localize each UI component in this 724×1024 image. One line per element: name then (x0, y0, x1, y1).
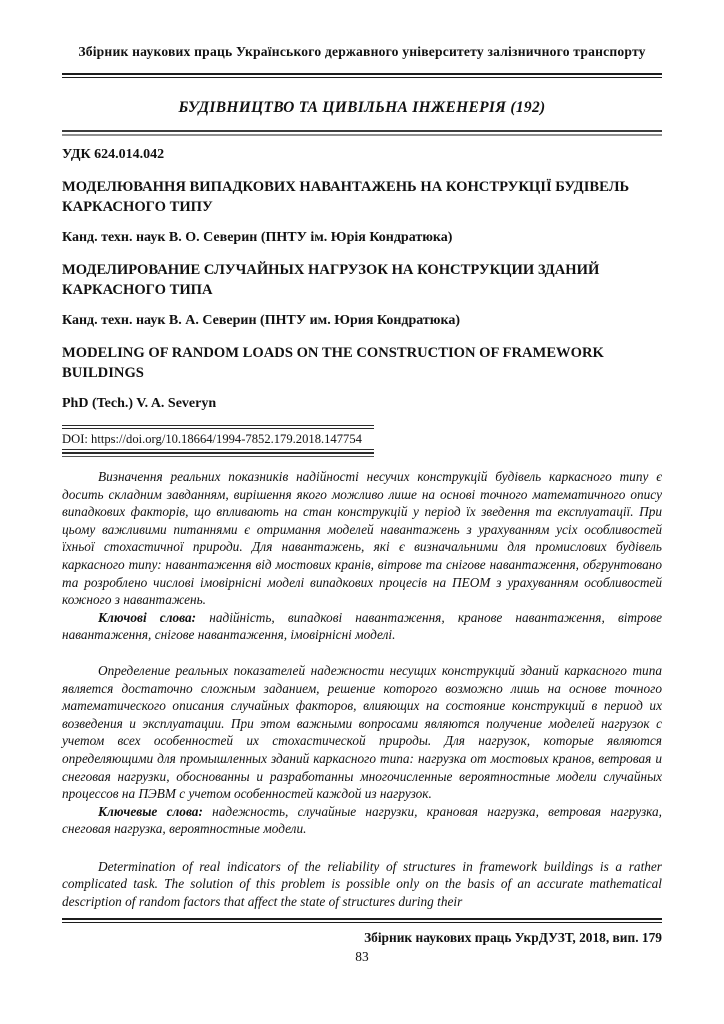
keywords-ua-text: надійність, випадкові навантаження, кранове навантаження, вітрове навантаження, снігове навантаження, імовірнісні моделі. (62, 609, 662, 643)
abstract-ua-keywords (62, 609, 662, 644)
section-title: БУДІВНИЦТВО ТА ЦИВІЛЬНА ІНЖЕНЕРІЯ (192) (178, 99, 546, 116)
article-title-ru: МОДЕЛИРОВАНИЕ СЛУЧАЙНЫХ НАГРУЗОК НА КОНСТРУКЦИИ ЗДАНИЙ КАРКАСНОГО ТИПА (62, 262, 600, 298)
abstract-ua-text: Визначення реальних показників надійності несучих конструкцій будівель каркасного типу є досить складним завданням, вирішення якого можливо лише на основі точного математичного опису випадкових факторів, що впливають на стан конструкцій у період їх зведення та експлуатації. При цьому важливими питаннями є отримання моделей навантажень з урахуванням усіх особливостей їхньої стохастичної природи. Для навантажень, які є визначальними для промислових будівель каркасного типу: навантаження від мостових кранів, вітрове та снігове навантаження, обгрунтовано та розроблено числові імовірнісні моделі випадкових процесів на ПЕОМ з урахуванням особливостей кожного з навантажень. (62, 469, 662, 608)
doi-rule-bottom (62, 452, 374, 457)
article-authors-ru: Канд. техн. наук В. А. Северин (ПНТУ им. Юрия Кондратюка) (62, 313, 461, 328)
article-title-ua: МОДЕЛЮВАННЯ ВИПАДКОВИХ НАВАНТАЖЕНЬ НА КОНСТРУКЦІЇ БУДІВЕЛЬ КАРКАСНОГО ТИПУ (62, 179, 630, 215)
article-authors-ua: Канд. техн. наук В. О. Северин (ПНТУ ім. Юрія Кондратюка) (62, 230, 453, 245)
page-footer (62, 918, 662, 965)
header-double-rule (62, 73, 662, 78)
footer-double-rule (62, 918, 662, 923)
keywords-ru-label: Ключевые слова: (98, 803, 203, 819)
udc-code: УДК 624.014.042 (62, 147, 165, 162)
article-title-en: MODELING OF RANDOM LOADS ON THE CONSTRUCTION OF FRAMEWORK BUILDINGS (62, 345, 604, 381)
abstract-ru-text: Определение реальных показателей надежности несущих конструкций зданий каркасного типа является достаточно сложным заданием, решение которого возможно лишь на основе точного математического описания случайных факторов, влияющих на состояние конструкций в период их возведения и эксплуатации. При этом важными вопросами являются получение моделей нагрузок с учетом всех особенностей их стохастической природы. Для нагрузок, которые являются определяющими для промышленных зданий каркасного типа: нагрузка от мостовых кранов, ветровая и снеговая нагрузки, обоснованны и разработанны многочисленные вероятностные модели случайных процессов на ПЭВМ с учетом особенностей каждой из нагрузок. (62, 662, 662, 802)
doi-link: DOI: https://doi.org/10.18664/1994-7852.179.2018.147754 (62, 429, 374, 450)
abstract-ru-keywords (62, 803, 662, 838)
keywords-ua-label: Ключові слова: (98, 609, 197, 625)
section-rule (62, 130, 662, 136)
footer-journal-line: Збірник наукових праць УкрДУЗТ, 2018, вип. 179 (364, 930, 662, 945)
doi-box (62, 425, 374, 457)
journal-header: Збірник наукових праць Українського державного університету залізничного транспорту (78, 44, 646, 59)
abstract-en (62, 858, 662, 911)
keywords-ru-text: надежность, случайные нагрузки, крановая нагрузка, ветровая нагрузка, снеговая нагрузка, вероятностные модели. (62, 803, 663, 837)
abstract-en-text: Determination of real indicators of the reliability of structures in framework buildings is a rather complicated task. The solution of this problem is possible only on the basis of an accurate mathematical description of random factors that affect the state of structures during their (62, 858, 662, 910)
page-number: 83 (355, 949, 369, 964)
article-authors-en: PhD (Tech.) V. A. Severyn (62, 396, 217, 411)
abstract-ru (62, 662, 662, 838)
abstract-ua (62, 468, 662, 644)
